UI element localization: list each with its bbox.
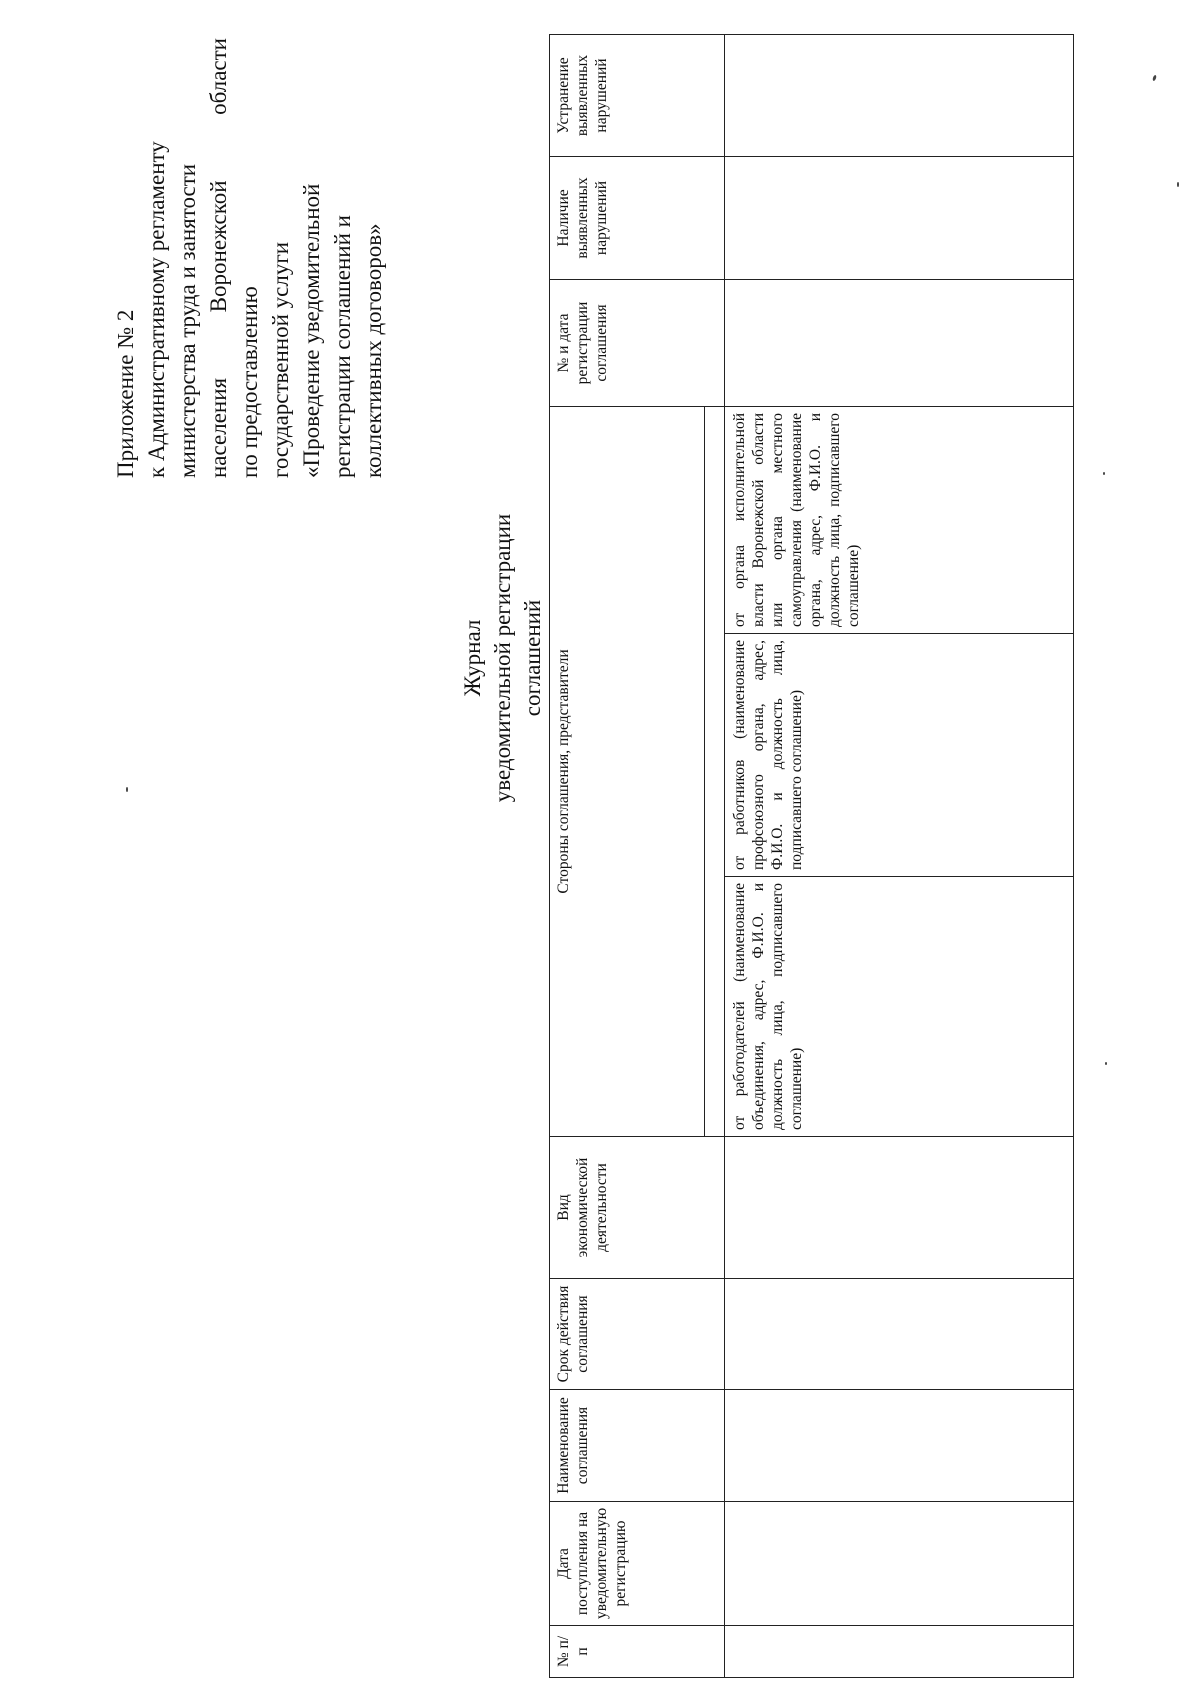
annex-line: Приложение № 2 [113,309,138,478]
header-parties: Стороны соглашения, представители [550,406,705,1136]
scan-speck [126,787,128,792]
header-name: Наименование соглашения [550,1390,725,1502]
annex-line: к Административному регламенту [144,141,169,478]
party-workers: от работников (наименование профсоюзного органа, адрес, Ф.И.О. и должность лица, подписавшего соглашение) [725,634,1074,877]
header-row [550,34,705,1677]
annex-line: регистрации соглашений и [330,215,355,478]
annex-line: населения Воронежской области [206,38,231,478]
cell-activity [725,1137,1074,1279]
cell-reg [725,279,1074,406]
annex-line: коллективных договоров» [361,223,386,478]
header-date: Дата поступления на уведомительную регистрацию [550,1502,725,1626]
cell-elimination [725,34,1074,156]
title-line-1: Журнал [460,619,485,697]
cell-violations [725,156,1074,279]
table-row [725,34,1074,1677]
title-line-2: уведомительной регистрации соглашений [490,513,545,803]
header-num: № п/п [550,1626,725,1678]
registration-journal-table [549,34,1074,1678]
header-activity: Вид экономической деятельности [550,1137,725,1279]
cell-date [725,1502,1074,1626]
annex-line: министерства труда и занятости [175,163,200,478]
header-reg: № и дата регистрации соглашения [550,279,725,406]
scan-speck [1177,182,1179,187]
scan-speck [1103,472,1105,475]
header-term: Срок действия соглашения [550,1279,725,1390]
cell-num [725,1626,1074,1678]
party-employers: от работодателей (наименование объединения, адрес, Ф.И.О. и должность лица, подписавшего соглашение) [725,877,1074,1137]
annex-line: «Проведение уведомительной [299,183,324,478]
cell-term [725,1279,1074,1390]
party-authority: от органа исполнительной власти Воронежской области или органа местного самоуправления (наименование органа, адрес, Ф.И.О. и должность лица, подписавшего соглашение) [725,406,1074,633]
annex-line: государственной услуги [268,241,293,478]
cell-name [725,1390,1074,1502]
annex-header [110,38,389,478]
header-violations: Наличие выявленных нарушений [550,156,725,279]
scan-speck [1105,1062,1107,1065]
annex-line: по предоставлению [237,286,262,478]
journal-title [458,493,548,823]
header-elimination: Устранение выявленных нарушений [550,34,725,156]
